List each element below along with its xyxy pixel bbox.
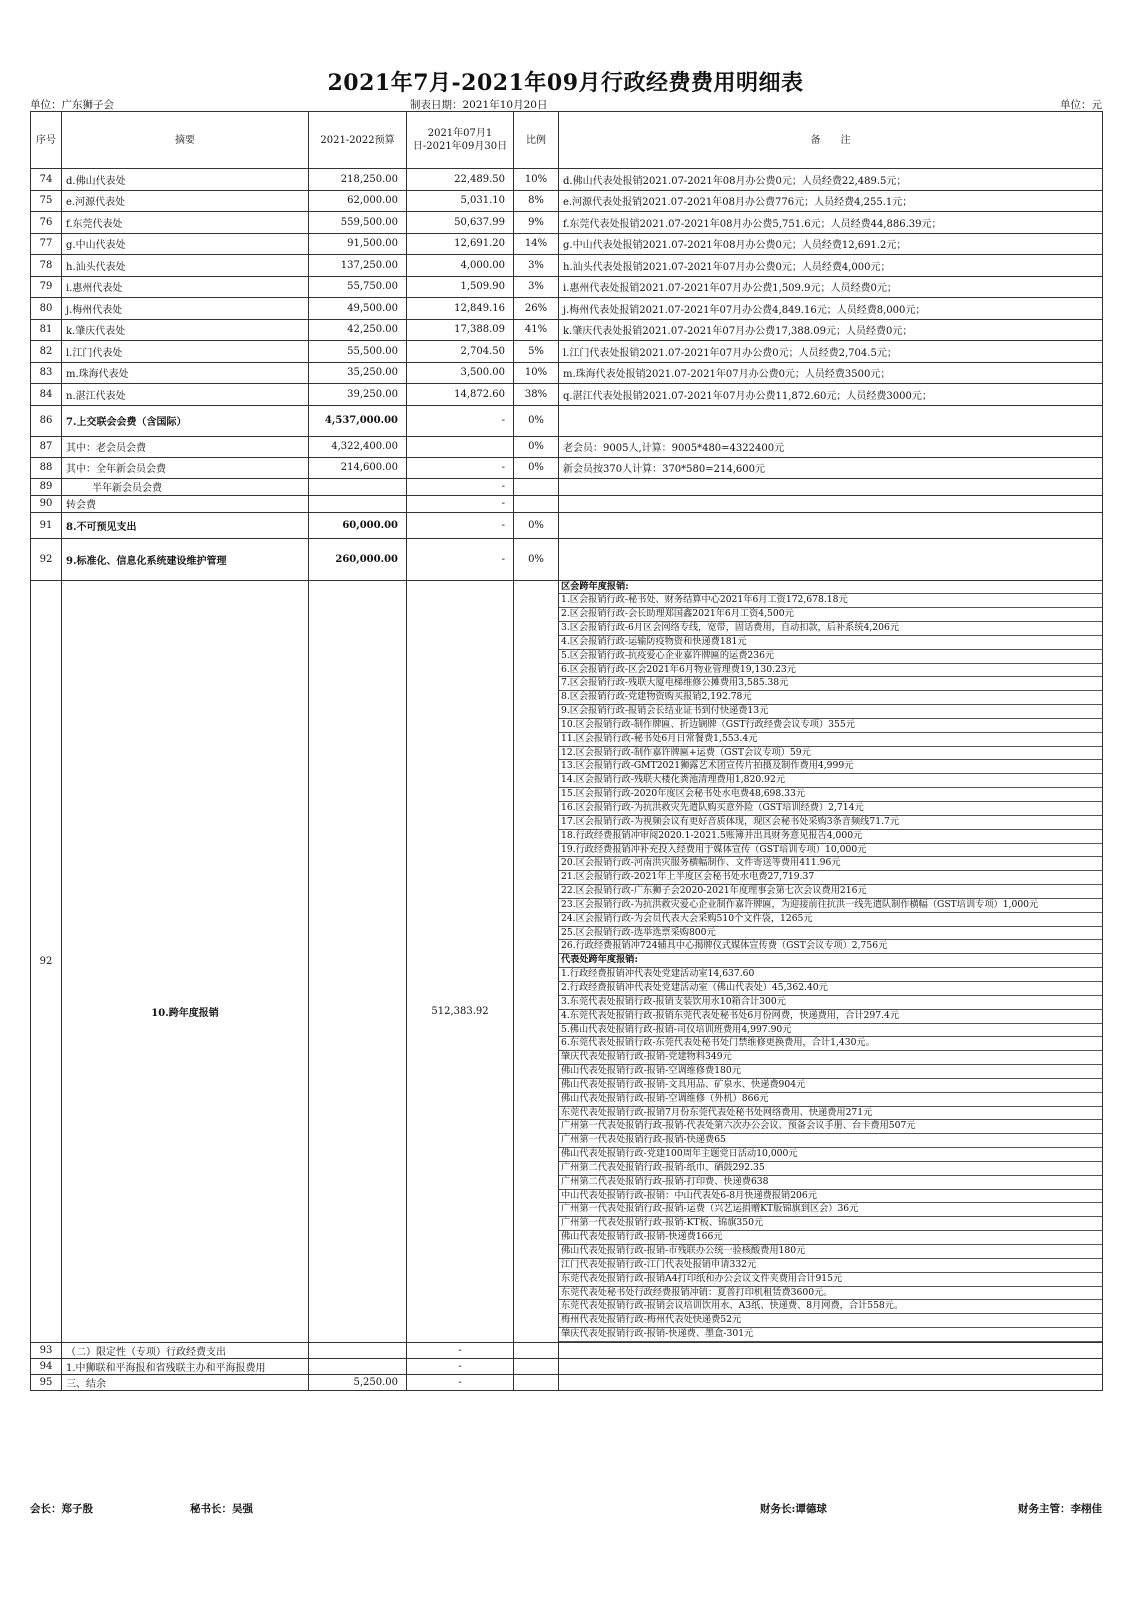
row-notes: m.珠海代表处报销2021.07-2021年07月办公费0元；人员经费3500元； [559,362,1103,384]
note-line: 佛山代表处报销行政-报销-市残联办公统一验核酸费用180元 [559,1245,1102,1259]
note-line: 19.行政经费报销冲补充投入经费用于媒体宣传（GST培训专项）10,000元 [559,844,1102,858]
table-row [31,276,1103,298]
row-notes: h.汕头代表处报销2021.07-2021年07月办公费0元；人员经费4,000元； [559,255,1103,277]
note-line: 肇庆代表处报销行政-报销-快递费、墨盒-301元 [559,1328,1102,1342]
row-number: 91 [31,512,62,538]
note-line: 17.区会报销行政-为视频会议有更好音质体现，现区会秘书处采购3条音频线71.7元 [559,816,1102,830]
note-line: 广州第一代表处报销行政-报销-代表处第六次办公会议、预备会议手册、台卡费用507元 [559,1120,1102,1134]
row-notes [559,405,1103,436]
row-number: 92 [31,538,62,580]
note-line: 20.区会报销行政-河南洪灾服务横幅制作、文件寄送等费用411.96元 [559,857,1102,871]
row-period-amount: - [407,405,514,436]
row-ratio: 3% [514,276,559,298]
row-notes: q.湛江代表处报销2021.07-2021年07月办公费11,872.60元；人员经费3000元； [559,384,1103,406]
row-notes: e.河源代表处报销2021.07-2021年08月办公费776元；人员经费4,255.1元； [559,190,1103,212]
row-summary: 转会费 [62,495,309,512]
row-budget: 49,500.00 [309,298,407,320]
row-period-amount [407,436,514,457]
row-number: 95 [31,1374,62,1390]
footer-finance-manager: 财务主管：李栩佳 [1018,1503,1102,1515]
header-budget: 2021-2022预算 [309,112,407,169]
note-line: 6.区会报销行政-区会2021年6月物业管理费19,130.23元 [559,664,1102,678]
note-line: 16.区会报销行政-为抗洪救灾先遣队购买意外险（GST培训经费）2,714元 [559,802,1102,816]
unit-label: 单位：广东狮子会 [30,99,114,111]
note-line: 6.东莞代表处报销行政-东莞代表处秘书处门禁维修更换费用，合计1,430元。 [559,1037,1102,1051]
note-line: 区会跨年度报销: [559,581,1102,595]
note-line: 9.区会报销行政-报销会长结业证书到付快递费13元 [559,705,1102,719]
row-budget: 55,500.00 [309,341,407,363]
footer-president: 会长：郑子殷 [30,1503,93,1515]
row-number: 92 [31,580,62,1342]
row-ratio: 41% [514,319,559,341]
row-summary: i.惠州代表处 [62,276,309,298]
row-ratio: 38% [514,384,559,406]
table-row [31,1358,1103,1374]
row-notes: k.肇庆代表处报销2021.07-2021年07月办公费17,388.09元；人员经费0元； [559,319,1103,341]
row-number: 78 [31,255,62,277]
row-number: 76 [31,212,62,234]
note-line: 广州第一代表处报销行政-报销-KT板、锦旗350元 [559,1217,1102,1231]
row-notes: j.梅州代表处报销2021.07-2021年07月办公费4,849.16元；人员经费8,000元； [559,298,1103,320]
row-number: 82 [31,341,62,363]
row-ratio: 0% [514,457,559,478]
table-row [31,298,1103,320]
header-period-text: 2021年07月1日-2021年09月30日 [412,128,508,152]
row-budget [309,1358,407,1374]
row-notes [559,1342,1103,1358]
row-ratio: 10% [514,169,559,191]
table-header-row [31,112,1103,169]
row-ratio: 10% [514,362,559,384]
row-ratio: 14% [514,233,559,255]
note-line: 代表处跨年度报销: [559,954,1102,968]
row-summary: 其中：全年新会员会费 [62,457,309,478]
row-budget: 5,250.00 [309,1374,407,1390]
table-row [31,255,1103,277]
footer-finance-head: 财务长:谭德球 [760,1503,827,1515]
row-notes: i.惠州代表处报销2021.07-2021年07月办公费1,509.9元；人员经费0元； [559,276,1103,298]
note-line: 2.区会报销行政-会长助理郑国鑫2021年6月工资4,500元 [559,608,1102,622]
row-summary: 其中：老会员会费 [62,436,309,457]
row-notes [559,1374,1103,1390]
row-budget: 91,500.00 [309,233,407,255]
row-ratio: 3% [514,255,559,277]
row-ratio [514,495,559,512]
note-line: 11.区会报销行政-秘书处6月日常餐费1,553.4元 [559,733,1102,747]
table-row [31,362,1103,384]
note-line: 佛山代表处报销行政-报销-快递费166元 [559,1231,1102,1245]
row-budget [309,580,407,1342]
table-row [31,1374,1103,1390]
note-line: 佛山代表处报销行政-党建100周年主题党日活动10,000元 [559,1148,1102,1162]
row-notes: f.东莞代表处报销2021.07-2021年08月办公费5,751.6元；人员经费44,886.39元； [559,212,1103,234]
note-line: 23.区会报销行政-为抗洪救灾爱心企业制作嘉许牌匾，为迎接前往抗洪一线先遣队制作横幅（GST培训专项）1,000元 [559,899,1102,913]
row-summary: 半年新会员会费 [62,478,309,495]
note-line: 26.行政经费报销冲724辅具中心揭牌仪式媒体宣传费（GST会议专项）2,756元 [559,940,1102,954]
row-summary: k.肇庆代表处 [62,319,309,341]
row-budget: 4,537,000.00 [309,405,407,436]
row-budget: 42,250.00 [309,319,407,341]
note-line: 广州第一代表处报销行政-报销-运费（兴艺运捐赠KT版锦旗到区会）36元 [559,1203,1102,1217]
header-notes: 备 注 [559,112,1103,169]
table-row [31,384,1103,406]
note-line: 10.区会报销行政-制作牌匾、折边锎牌（GST行政经费会议专项）355元 [559,719,1102,733]
note-line: 中山代表处报销行政-报销：中山代表处6-8月快递费报销206元 [559,1190,1102,1204]
table-row [31,233,1103,255]
table-row [31,319,1103,341]
note-line: 江门代表处报销行政-江门代表处报销申请332元 [559,1259,1102,1273]
note-line: 东莞代表处秘书处行政经费报销冲销：夏普打印机租赁费3600元。 [559,1287,1102,1301]
row-period-amount: 4,000.00 [407,255,514,277]
note-line: 3.区会报销行政-6月区会网络专线，宽带，固话费用，自动扣款，后补系统4,206元 [559,622,1102,636]
row-number: 86 [31,405,62,436]
footer-secretary: 秘书长：吴强 [190,1503,253,1515]
table-row [31,1342,1103,1358]
row-notes: g.中山代表处报销2021.07-2021年08月办公费0元；人员经费12,691.2元； [559,233,1103,255]
note-line: 25.区会报销行政-选举选票采购800元 [559,927,1102,941]
note-line: 22.区会报销行政-广东狮子会2020-2021年度理事会第七次会议费用216元 [559,885,1102,899]
table-row [31,190,1103,212]
row-summary: l.江门代表处 [62,341,309,363]
note-line: 13.区会报销行政-GMT2021狮露艺术团宣传片拍摄及制作费用4,999元 [559,760,1102,774]
header-ratio: 比例 [514,112,559,169]
row-ratio: 8% [514,190,559,212]
row-summary: h.汕头代表处 [62,255,309,277]
row-number: 90 [31,495,62,512]
note-line: 15.区会报销行政-2020年度区会秘书处水电费48,698.33元 [559,788,1102,802]
row-period-amount: 512,383.92 [407,580,514,1342]
table-row [31,212,1103,234]
row-ratio: 26% [514,298,559,320]
table-row [31,478,1103,495]
note-line: 12.区会报销行政-制作嘉许牌匾+运费（GST会议专项）59元 [559,747,1102,761]
note-line: 佛山代表处报销行政-报销-空调维修费180元 [559,1065,1102,1079]
note-line: 东莞代表处报销行政-报销7月份东莞代表处秘书处网络费用、快递费用271元 [559,1107,1102,1121]
table-row [31,341,1103,363]
table-row [31,405,1103,436]
row-period-amount: 2,704.50 [407,341,514,363]
row-notes [559,512,1103,538]
row-summary: 10.跨年度报销 [62,580,309,1342]
row-budget: 62,000.00 [309,190,407,212]
row-ratio: 9% [514,212,559,234]
note-line: 东莞代表处报销行政-报销会议培训饮用水、A3纸、快递费、8月网费，合计558元。 [559,1300,1102,1314]
row-budget: 559,500.00 [309,212,407,234]
row-budget: 60,000.00 [309,512,407,538]
row-period-amount: 12,691.20 [407,233,514,255]
row-ratio [514,1374,559,1390]
row-notes: 老会员：9005人,计算：9005*480=4322400元 [559,436,1103,457]
page-title: 2021年7月-2021年09月行政经费费用明细表 [327,70,804,96]
table-row [31,495,1103,512]
row-period-amount: - [407,512,514,538]
note-line: 24.区会报销行政-为会员代表大会采购510个文件袋，1265元 [559,913,1102,927]
note-line: 21.区会报销行政-2021年上半度区会秘书处水电费27,719.37 [559,871,1102,885]
row-number: 81 [31,319,62,341]
row-budget [309,478,407,495]
note-line: 广州第二代表处报销行政-报销-打印费、快递费638 [559,1176,1102,1190]
row-notes: 新会员按370人计算：370*580=214,600元 [559,457,1103,478]
table-row [31,538,1103,580]
row-ratio: 0% [514,436,559,457]
row-period-amount: - [407,478,514,495]
note-line: 梅州代表处报销行政-梅州代表处快递费52元 [559,1314,1102,1328]
note-line: 1.行政经费报销冲代表处党建活动室14,637.60 [559,968,1102,982]
note-line: 14.区会报销行政-残联大楼化粪池清理费用1,820.92元 [559,774,1102,788]
row-budget: 39,250.00 [309,384,407,406]
row-number: 88 [31,457,62,478]
note-line: 18.行政经费报销冲审阅2020.1-2021.5账簿并出具财务意见报告4,000元 [559,830,1102,844]
row-ratio [514,1342,559,1358]
row-summary: n.湛江代表处 [62,384,309,406]
expense-table [30,111,1103,1391]
row-summary: 9.标准化、信息化系统建设维护管理 [62,538,309,580]
note-line: 8.区会报销行政-党建物资购买报销2,192.78元 [559,691,1102,705]
header-summary: 摘要 [62,112,309,169]
row-number: 77 [31,233,62,255]
note-line: 佛山代表处报销行政-报销-空调维修（外机）866元 [559,1093,1102,1107]
row-period-amount: - [407,1374,514,1390]
row-number: 84 [31,384,62,406]
row-budget: 55,750.00 [309,276,407,298]
row-summary: 7.上交联会会费（含国际） [62,405,309,436]
row-number: 75 [31,190,62,212]
header-no: 序号 [31,112,62,169]
row-number: 89 [31,478,62,495]
row-budget: 4,322,400.00 [309,436,407,457]
row-summary: e.河源代表处 [62,190,309,212]
note-line: 肇庆代表处报销行政-报销-党建物料349元 [559,1051,1102,1065]
note-line: 1.区会报销行政-秘书处、财务结算中心2021年6月工资172,678.18元 [559,594,1102,608]
row-summary: f.东莞代表处 [62,212,309,234]
table-row [31,457,1103,478]
row-ratio: 0% [514,512,559,538]
row-ratio: 0% [514,405,559,436]
row-number: 93 [31,1342,62,1358]
note-line: 3.东莞代表处报销行政-报销支装饮用水10箱合计300元 [559,996,1102,1010]
note-line: 广州第二代表处报销行政-报销-纸巾、硒鼓292.35 [559,1162,1102,1176]
row-period-amount: - [407,1358,514,1374]
header-period [407,112,514,169]
row-period-amount: 14,872.60 [407,384,514,406]
row-summary: j.梅州代表处 [62,298,309,320]
row-period-amount: 5,031.10 [407,190,514,212]
row-period-amount: 17,388.09 [407,319,514,341]
note-line: 4.区会报销行政-运输防疫物资和快递费181元 [559,636,1102,650]
row-notes-list [559,580,1103,1342]
row-budget: 260,000.00 [309,538,407,580]
row-ratio [514,478,559,495]
row-number: 80 [31,298,62,320]
row-budget [309,495,407,512]
row-notes [559,1358,1103,1374]
row-period-amount: - [407,495,514,512]
row-period-amount: 3,500.00 [407,362,514,384]
row-budget [309,1342,407,1358]
row-summary: 1.中狮联和平海报和省残联主办和平海报费用 [62,1358,309,1374]
note-line: 5.佛山代表处报销行政-报销-司仪培训班费用4,997.90元 [559,1024,1102,1038]
note-line: 东莞代表处报销行政-报销A4打印纸和办公会议文件夹费用合计915元 [559,1273,1102,1287]
row-period-amount: - [407,457,514,478]
row-ratio [514,1358,559,1374]
table-row [31,512,1103,538]
table-row [31,436,1103,457]
row-number: 87 [31,436,62,457]
row-period-amount: - [407,538,514,580]
row-summary: 三、结余 [62,1374,309,1390]
date-label: 制表日期：2021年10月20日 [410,99,548,111]
row-period-amount: 50,637.99 [407,212,514,234]
row-summary: g.中山代表处 [62,233,309,255]
note-line: 5.区会报销行政-抗疫爱心企业嘉许牌匾的运费236元 [559,650,1102,664]
row-period-amount: 12,849.16 [407,298,514,320]
note-line: 佛山代表处报销行政-报销-文具用品、矿泉水、快递费904元 [559,1079,1102,1093]
row-period-amount: 22,489.50 [407,169,514,191]
row-ratio: 0% [514,538,559,580]
currency-unit-label: 单位：元 [1060,99,1102,111]
note-line: 7.区会报销行政-残联大厦电梯维修公摊费用3,585.38元 [559,677,1102,691]
table-row [31,169,1103,191]
row-notes: l.江门代表处报销2021.07-2021年07月办公费0元；人员经费2,704.5元； [559,341,1103,363]
table-row-cross-year [31,580,1103,1342]
row-ratio [514,580,559,1342]
row-budget: 218,250.00 [309,169,407,191]
row-number: 79 [31,276,62,298]
row-number: 83 [31,362,62,384]
row-ratio: 5% [514,341,559,363]
row-number: 94 [31,1358,62,1374]
row-summary: （二）限定性（专项）行政经费支出 [62,1342,309,1358]
row-budget: 35,250.00 [309,362,407,384]
row-notes [559,495,1103,512]
row-budget: 214,600.00 [309,457,407,478]
row-notes [559,478,1103,495]
note-line: 广州第一代表处报销行政-报销-快递费65 [559,1134,1102,1148]
row-number: 74 [31,169,62,191]
row-summary: d.佛山代表处 [62,169,309,191]
row-period-amount: 1,509.90 [407,276,514,298]
row-period-amount: - [407,1342,514,1358]
row-budget: 137,250.00 [309,255,407,277]
row-notes [559,538,1103,580]
note-line: 2.行政经费报销冲代表处党建活动室（佛山代表处）45,362.40元 [559,982,1102,996]
note-line: 4.东莞代表处报销行政-报销东莞代表处秘书处6月份网费，快递费用，合计297.4元 [559,1010,1102,1024]
row-summary: 8.不可预见支出 [62,512,309,538]
row-notes: d.佛山代表处报销2021.07-2021年08月办公费0元；人员经费22,489.5元； [559,169,1103,191]
row-summary: m.珠海代表处 [62,362,309,384]
